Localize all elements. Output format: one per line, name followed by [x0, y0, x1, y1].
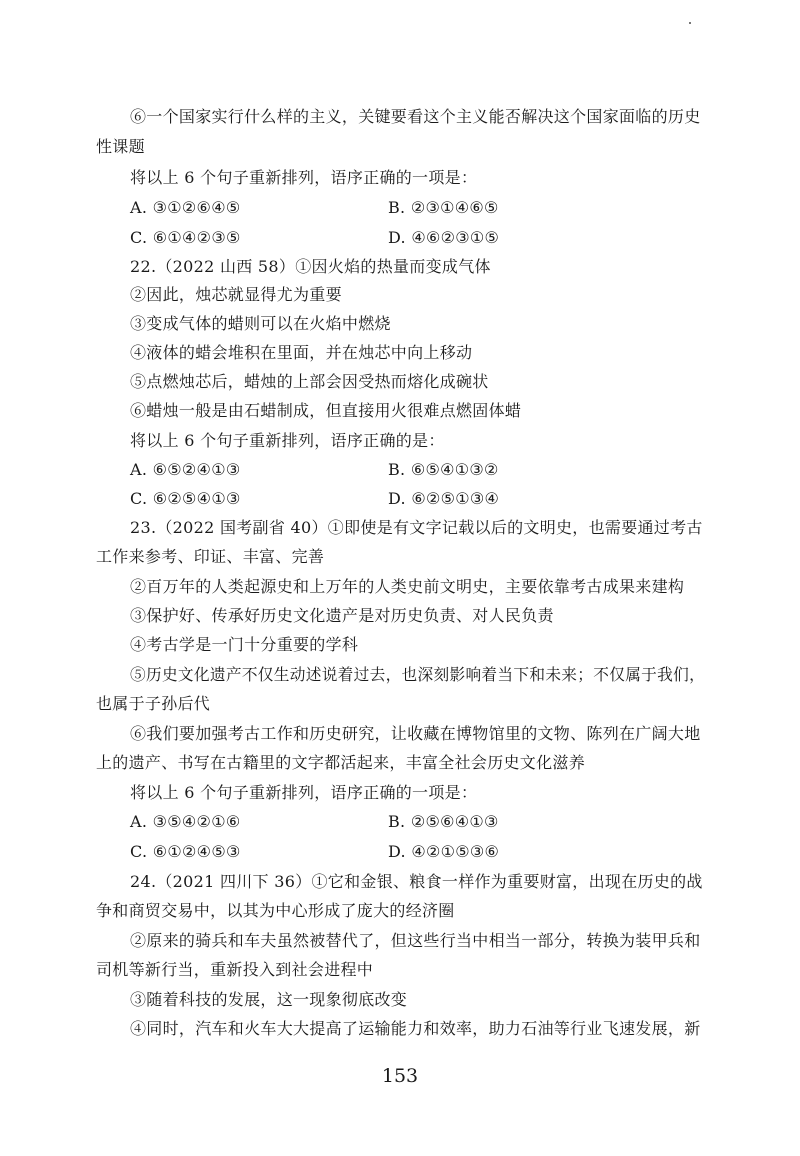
q24-sentence-1-line-2: 争和商贸交易中，以其为中心形成了庞大的经济圈	[96, 901, 455, 920]
q22-sentence-4: ④液体的蜡会堆积在里面，并在烛芯中向上移动	[130, 343, 473, 362]
scan-speck	[689, 22, 691, 24]
q21-option-c: C. ⑥①④②③⑤	[130, 228, 241, 247]
q22-option-b: B. ⑥⑤④①③②	[388, 460, 499, 479]
q23-sentence-1-line-2: 工作来参考、印证、丰富、完善	[96, 547, 325, 566]
q23-sentence-4: ④考古学是一门十分重要的学科	[130, 635, 359, 654]
q21-sentence-6-line-1: ⑥一个国家实行什么样的主义，关键要看这个主义能否解决这个国家面临的历史	[130, 107, 701, 126]
q24-sentence-2-line-2: 司机等新行当，重新投入到社会进程中	[96, 960, 374, 979]
q22-prompt: 将以上 6 个句子重新排列，语序正确的是：	[130, 431, 445, 450]
q23-option-a: A. ③⑤④②①⑥	[130, 812, 241, 831]
q24-sentence-1-line-1: 24.（2021 四川下 36）①它和金银、粮食一样作为重要财富，出现在历史的战	[130, 872, 703, 891]
q22-sentence-2: ②因此，烛芯就显得尤为重要	[130, 285, 342, 304]
q24-sentence-4-line-1: ④同时，汽车和火车大大提高了运输能力和效率，助力石油等行业飞速发展，新	[130, 1019, 701, 1038]
q23-sentence-6-line-1: ⑥我们要加强考古工作和历史研究，让收藏在博物馆里的文物、陈列在广阔大地	[130, 724, 701, 743]
q22-option-a: A. ⑥⑤②④①③	[130, 460, 241, 479]
q23-option-d: D. ④②①⑤③⑥	[388, 842, 500, 861]
q21-option-d: D. ④⑥②③①⑤	[388, 228, 500, 247]
q22-sentence-6: ⑥蜡烛一般是由石蜡制成，但直接用火很难点燃固体蜡	[130, 401, 522, 420]
q21-sentence-6-line-2: 性课题	[96, 137, 145, 156]
q21-option-a: A. ③①②⑥④⑤	[130, 198, 241, 217]
q23-sentence-5-line-2: 也属于子孙后代	[96, 694, 211, 713]
q23-sentence-2: ②百万年的人类起源史和上万年的人类史前文明史，主要依靠考古成果来建构	[130, 577, 685, 596]
q23-sentence-3: ③保护好、传承好历史文化遗产是对历史负责、对人民负责	[130, 606, 554, 625]
q24-sentence-3: ③随着科技的发展，这一现象彻底改变	[130, 990, 408, 1009]
q21-option-b: B. ②③①④⑥⑤	[388, 198, 499, 217]
q22-sentence-3: ③变成气体的蜡则可以在火焰中燃烧	[130, 314, 391, 333]
q22-option-c: C. ⑥②⑤④①③	[130, 489, 241, 508]
q22-sentence-1: 22.（2022 山西 58）①因火焰的热量而变成气体	[130, 257, 491, 276]
q21-prompt: 将以上 6 个句子重新排列，语序正确的一项是：	[130, 168, 478, 187]
q24-sentence-2-line-1: ②原来的骑兵和车夫虽然被替代了，但这些行当中相当一部分，转换为装甲兵和	[130, 931, 701, 950]
q23-option-b: B. ②⑤⑥④①③	[388, 812, 499, 831]
page-number: 153	[381, 1065, 419, 1087]
q23-option-c: C. ⑥①②④⑤③	[130, 842, 241, 861]
q23-sentence-1-line-1: 23.（2022 国考副省 40）①即使是有文字记载以后的文明史，也需要通过考古	[130, 518, 703, 537]
q23-sentence-6-line-2: 上的遗产、书写在古籍里的文字都活起来，丰富全社会历史文化滋养	[96, 753, 586, 772]
q23-prompt: 将以上 6 个句子重新排列，语序正确的一项是：	[130, 783, 478, 802]
q23-sentence-5-line-1: ⑤历史文化遗产不仅生动述说着过去，也深刻影响着当下和未来；不仅属于我们，	[130, 665, 706, 684]
q22-option-d: D. ⑥②⑤①③④	[388, 489, 500, 508]
q22-sentence-5: ⑤点燃烛芯后，蜡烛的上部会因受热而熔化成碗状	[130, 372, 489, 391]
